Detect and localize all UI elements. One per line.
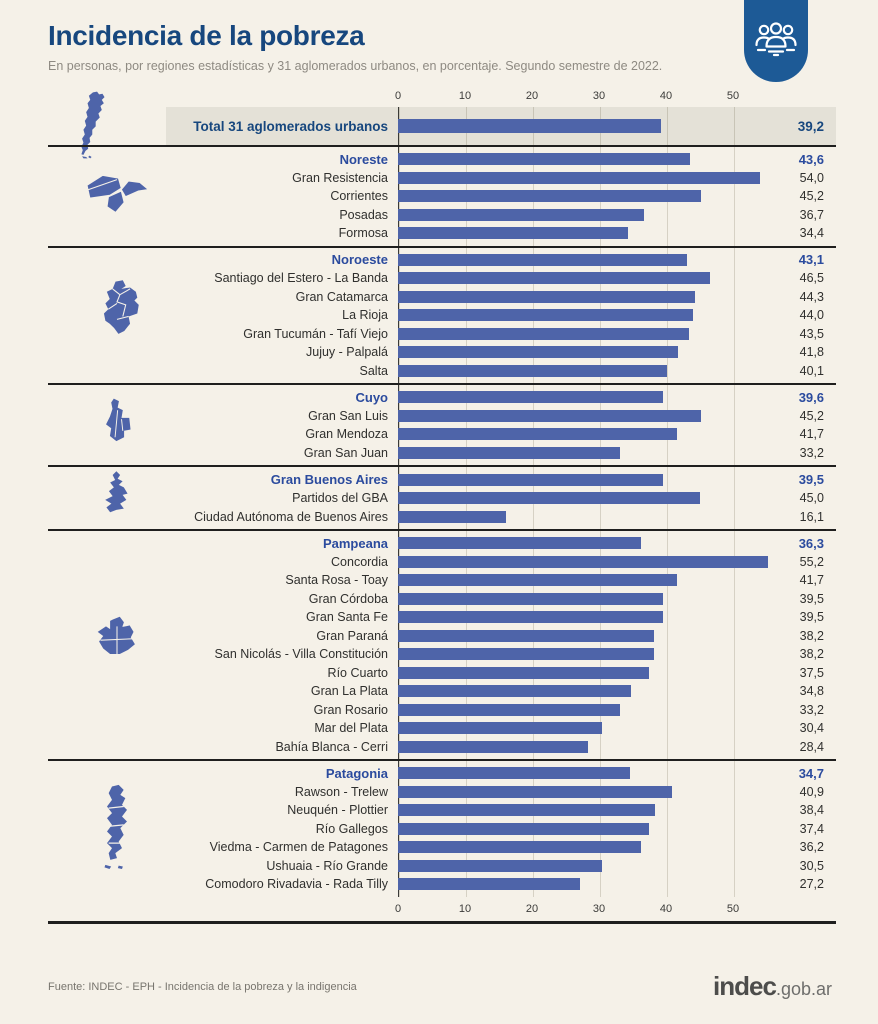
bar [398,153,690,165]
row-bar-track [398,841,780,853]
bar [398,593,663,605]
row-label: Ciudad Autónoma de Buenos Aires [194,509,388,524]
axis-tick: 40 [659,90,673,102]
bar [398,410,701,422]
row-label: Gran Mendoza [305,427,388,442]
chart-row [166,608,836,627]
region-map-slot [48,780,166,878]
row-bar-track [398,346,780,358]
indec-logo-word: indec [713,971,776,1001]
row-label: Gran San Luis [308,408,388,423]
row-label: Patagonia [325,765,388,781]
chart-row [166,590,836,609]
row-bar-track [398,153,780,165]
bar [398,704,620,716]
chart-row [166,701,836,720]
chart-row [166,571,836,590]
row-label: Noroeste [331,252,388,268]
bar [398,537,641,549]
axis-tick: 50 [726,902,740,915]
region-rows [166,764,836,894]
bar [398,841,641,853]
row-label: Corrientes [330,189,388,204]
bar [398,172,760,184]
row-label: Jujuy - Palpalá [306,345,388,360]
row-value: 36,3 [798,535,824,551]
region-rows [166,534,836,756]
row-label: Viedma - Carmen de Patagones [209,840,388,855]
bar [398,574,677,586]
total-section [48,107,836,145]
bar [398,190,701,202]
row-label: Gran San Juan [303,445,388,460]
bar [398,492,700,504]
region-rows [166,470,836,526]
chart-row [166,627,836,646]
chart-row [166,682,836,701]
bar [398,227,628,239]
bar [398,648,654,660]
region-map-slot [48,470,166,526]
row-value: 27,2 [799,877,824,892]
bar [398,254,687,266]
row-value: 39,5 [798,472,824,487]
row-value: 33,2 [799,445,824,460]
axis-tick: 20 [525,90,539,102]
chart-row [166,362,836,381]
row-bar-track [398,767,780,779]
axis-tick: 30 [592,902,606,915]
axis-tick: 20 [525,902,539,915]
row-bar-track [398,556,780,568]
row-bar-track [398,391,780,403]
bar [398,346,678,358]
row-value: 30,4 [799,721,824,736]
row-label: Gran Córdoba [308,591,388,606]
bar [398,428,677,440]
row-bar-track [398,823,780,835]
row-value: 38,2 [799,647,824,662]
row-value: 41,7 [799,427,824,442]
bar [398,611,663,623]
region-row [166,388,836,407]
axis-bottom [48,897,836,921]
row-value: 36,2 [799,840,824,855]
row-bar-track [398,209,780,221]
row-label: Partidos del GBA [292,491,388,505]
chart-row [166,306,836,325]
bar [398,860,602,872]
row-bar-track [398,667,780,679]
row-label: Mar del Plata [314,721,388,736]
bar [398,556,768,568]
row-bar-track [398,328,780,340]
row-label: Río Gallegos [315,821,388,836]
row-label: Gran La Plata [310,684,388,699]
row-value: 45,0 [799,491,824,505]
row-value: 30,5 [799,858,824,873]
row-label: Concordia [331,554,388,569]
row-value: 40,9 [799,784,824,799]
row-value: 43,5 [799,326,824,341]
bar [398,391,663,403]
total-value: 39,2 [797,118,824,134]
total-bar-track [398,119,780,133]
row-value: 45,2 [799,189,824,204]
row-label: La Rioja [342,308,388,323]
row-value: 34,4 [799,226,824,241]
row-bar-track [398,272,780,284]
row-bar-track [398,227,780,239]
bar [398,447,620,459]
axis-tick: 50 [726,90,740,102]
row-label: Salta [359,363,388,378]
row-value: 37,4 [799,821,824,836]
axis-top-ticks [394,89,780,107]
bar [398,722,602,734]
bar [398,878,580,890]
row-label: Posadas [339,207,388,222]
bottom-rule [48,921,836,924]
chart-row [166,507,836,526]
row-label: Neuquén - Plottier [287,803,388,818]
chart-row [166,169,836,188]
axis-tick: 0 [394,90,402,102]
region-section [48,246,836,384]
row-label: Gran Catamarca [295,289,388,304]
row-bar-track [398,648,780,660]
row-value: 44,3 [799,289,824,304]
region-section [48,383,836,465]
row-value: 40,1 [799,363,824,378]
row-label: San Nicolás - Villa Constitución [214,647,388,662]
axis-tick: 10 [458,902,472,915]
row-bar-track [398,685,780,697]
indec-logo-suffix: .gob.ar [775,979,832,999]
chart-row [166,857,836,876]
map-cuyo-icon [93,396,141,454]
bar [398,630,654,642]
row-bar-track [398,593,780,605]
row-bar-track [398,878,780,890]
axis-bottom-ticks [394,897,780,921]
row-label: Gran Resistencia [292,170,388,185]
row-bar-track [398,254,780,266]
row-value: 38,2 [799,628,824,643]
row-value: 16,1 [799,509,824,524]
row-bar-track [398,722,780,734]
region-rows [166,150,836,243]
bar [398,685,631,697]
region-row [166,764,836,783]
chart-row [166,664,836,683]
row-label: Gran Buenos Aires [270,472,388,487]
chart-row [166,820,836,839]
chart-row [166,738,836,757]
source-note: Fuente: INDEC - EPH - Incidencia de la pobreza y la indigencia [48,980,357,993]
chart-row [166,425,836,444]
row-label: Rawson - Trelew [294,784,388,799]
chart-row [166,783,836,802]
row-value: 34,7 [798,765,824,781]
row-label: Comodoro Rivadavia - Rada Tilly [205,877,388,892]
axis-top [48,89,836,107]
bar [398,474,663,486]
row-value: 45,2 [799,408,824,423]
bar [398,511,506,523]
row-bar-track [398,172,780,184]
chart-row [166,269,836,288]
row-value: 55,2 [799,554,824,569]
row-bar-track [398,611,780,623]
row-bar-track [398,365,780,377]
region-section [48,145,836,246]
chart-row [166,444,836,463]
row-value: 41,7 [799,573,824,588]
region-row [166,534,836,553]
bar [398,272,710,284]
map-noroeste-icon [88,278,146,352]
bar [398,667,649,679]
chart-row [166,838,836,857]
row-bar-track [398,860,780,872]
chart-row [166,489,836,508]
row-label: Ushuaia - Río Grande [266,858,388,873]
row-value: 46,5 [799,271,824,286]
chart-row [166,553,836,572]
row-bar-track [398,630,780,642]
page-subtitle: En personas, por regiones estadísticas y 31 aglomerados urbanos, en porcentaje. Segundo semestre de 2022. [48,59,663,73]
axis-tick: 10 [458,90,472,102]
region-section [48,759,836,897]
total-bar [398,119,661,133]
chart-row [166,325,836,344]
row-bar-track [398,511,780,523]
region-map-slot [48,278,166,352]
total-row [166,107,836,145]
region-row [166,150,836,169]
row-bar-track [398,704,780,716]
bar [398,786,672,798]
indec-badge [744,0,808,82]
bar [398,823,649,835]
row-label: Gran Paraná [316,628,388,643]
row-bar-track [398,537,780,549]
map-gba-icon [95,470,139,526]
row-value: 44,0 [799,308,824,323]
row-label: Noreste [339,151,388,167]
chart-row [166,206,836,225]
row-label: Santiago del Estero - La Banda [214,271,388,286]
bar [398,309,693,321]
row-bar-track [398,190,780,202]
row-value: 39,5 [799,591,824,606]
row-label: Gran Santa Fe [306,610,388,625]
region-rows [166,388,836,462]
chart-row [166,645,836,664]
row-value: 36,7 [799,207,824,222]
people-group-icon [753,20,799,58]
chart-row [166,187,836,206]
axis-tick: 40 [659,902,673,915]
row-bar-track [398,804,780,816]
row-label: Cuyo [355,389,388,405]
footer [48,971,832,1002]
bar [398,209,644,221]
region-section [48,465,836,529]
row-label: Formosa [338,226,388,241]
row-label: Bahía Blanca - Cerri [275,739,388,754]
row-bar-track [398,786,780,798]
chart-row [166,875,836,894]
chart-row [166,224,836,243]
bar [398,365,667,377]
chart-row [166,407,836,426]
axis-tick: 0 [394,902,402,915]
row-bar-track [398,410,780,422]
region-section [48,529,836,759]
row-bar-track [398,741,780,753]
bar [398,804,655,816]
region-map-slot [48,614,166,676]
page-title: Incidencia de la pobreza [48,20,365,51]
row-value: 34,8 [799,684,824,699]
row-value: 38,4 [799,803,824,818]
row-value: 43,1 [798,252,824,268]
row-bar-track [398,309,780,321]
row-label: Río Cuarto [327,665,388,680]
row-value: 28,4 [799,739,824,754]
map-patagonia-icon [92,780,142,878]
region-map-slot [48,171,166,221]
row-bar-track [398,474,780,486]
row-value: 54,0 [799,170,824,185]
region-row [166,251,836,270]
axis-tick: 30 [592,90,606,102]
region-rows [166,251,836,381]
row-label: Santa Rosa - Toay [285,573,388,588]
row-value: 43,6 [798,151,824,167]
row-bar-track [398,447,780,459]
region-sections [48,145,836,897]
total-label: Total 31 aglomerados urbanos [193,118,388,134]
map-noreste-icon [78,171,156,221]
bar [398,328,689,340]
chart-row [166,343,836,362]
row-bar-track [398,492,780,504]
indec-logo [713,971,832,1002]
row-bar-track [398,291,780,303]
row-value: 39,6 [798,389,824,405]
row-label: Pampeana [322,535,388,551]
chart-row [166,288,836,307]
row-label: Gran Rosario [313,702,388,717]
row-bar-track [398,428,780,440]
chart-row [166,801,836,820]
row-value: 33,2 [799,702,824,717]
map-pampeana-icon [89,614,145,676]
bar [398,767,630,779]
bar [398,291,695,303]
chart-row [166,719,836,738]
row-value: 41,8 [799,345,824,360]
row-value: 37,5 [799,665,824,680]
poverty-bar-chart [48,89,836,924]
bar [398,741,588,753]
region-map-slot [48,396,166,454]
row-bar-track [398,574,780,586]
region-row [166,470,836,489]
row-label: Gran Tucumán - Tafí Viejo [243,326,388,341]
row-value: 39,5 [799,610,824,625]
